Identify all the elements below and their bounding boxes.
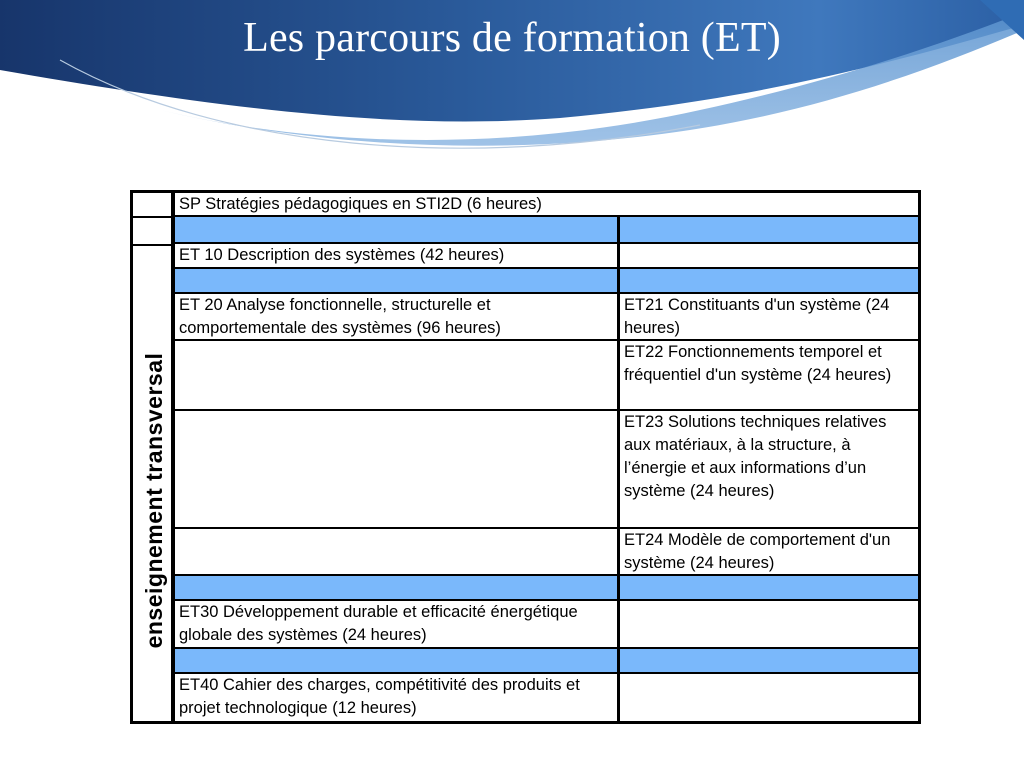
blue-row: [174, 216, 618, 243]
training-table: [130, 190, 921, 724]
row-et30: ET30 Développement durable et efficacité énergétique globale des systèmes (24 heures): [174, 600, 618, 648]
blue-row: [174, 268, 618, 293]
empty-cell: [174, 340, 618, 410]
blue-row: [617, 216, 921, 243]
row-et23: ET23 Solutions techniques relatives aux matériaux, à la structure, à l’énergie et aux informations d’un système (24 heures): [617, 410, 921, 528]
empty-cell: [617, 673, 921, 724]
empty-cell: [174, 528, 618, 575]
row-et20: ET 20 Analyse fonctionnelle, structurelle et comportementale des systèmes (96 heures): [174, 293, 618, 340]
row-et10: ET 10 Description des systèmes (42 heures): [174, 243, 618, 268]
side-label: enseignement transversal: [141, 352, 167, 649]
row-et40: ET40 Cahier des charges, compétitivité des produits et projet technologique (12 heures): [174, 673, 618, 724]
row-sp: SP Stratégies pédagogiques en STI2D (6 heures): [174, 190, 921, 216]
side-divider: [133, 216, 177, 218]
blue-row: [617, 648, 921, 673]
side-column: [130, 190, 174, 724]
side-divider: [133, 244, 177, 246]
empty-cell: [174, 410, 618, 528]
empty-cell: [617, 243, 921, 268]
row-et22: ET22 Fonctionnements temporel et fréquentiel d'un système (24 heures): [617, 340, 921, 410]
blue-row: [617, 575, 921, 600]
blue-row: [174, 575, 618, 600]
row-et24: ET24 Modèle de comportement d'un système (24 heures): [617, 528, 921, 575]
empty-cell: [617, 600, 921, 648]
blue-row: [174, 648, 618, 673]
row-et21: ET21 Constituants d'un système (24 heures): [617, 293, 921, 340]
blue-row: [617, 268, 921, 293]
slide-title: Les parcours de formation (ET): [243, 15, 781, 61]
